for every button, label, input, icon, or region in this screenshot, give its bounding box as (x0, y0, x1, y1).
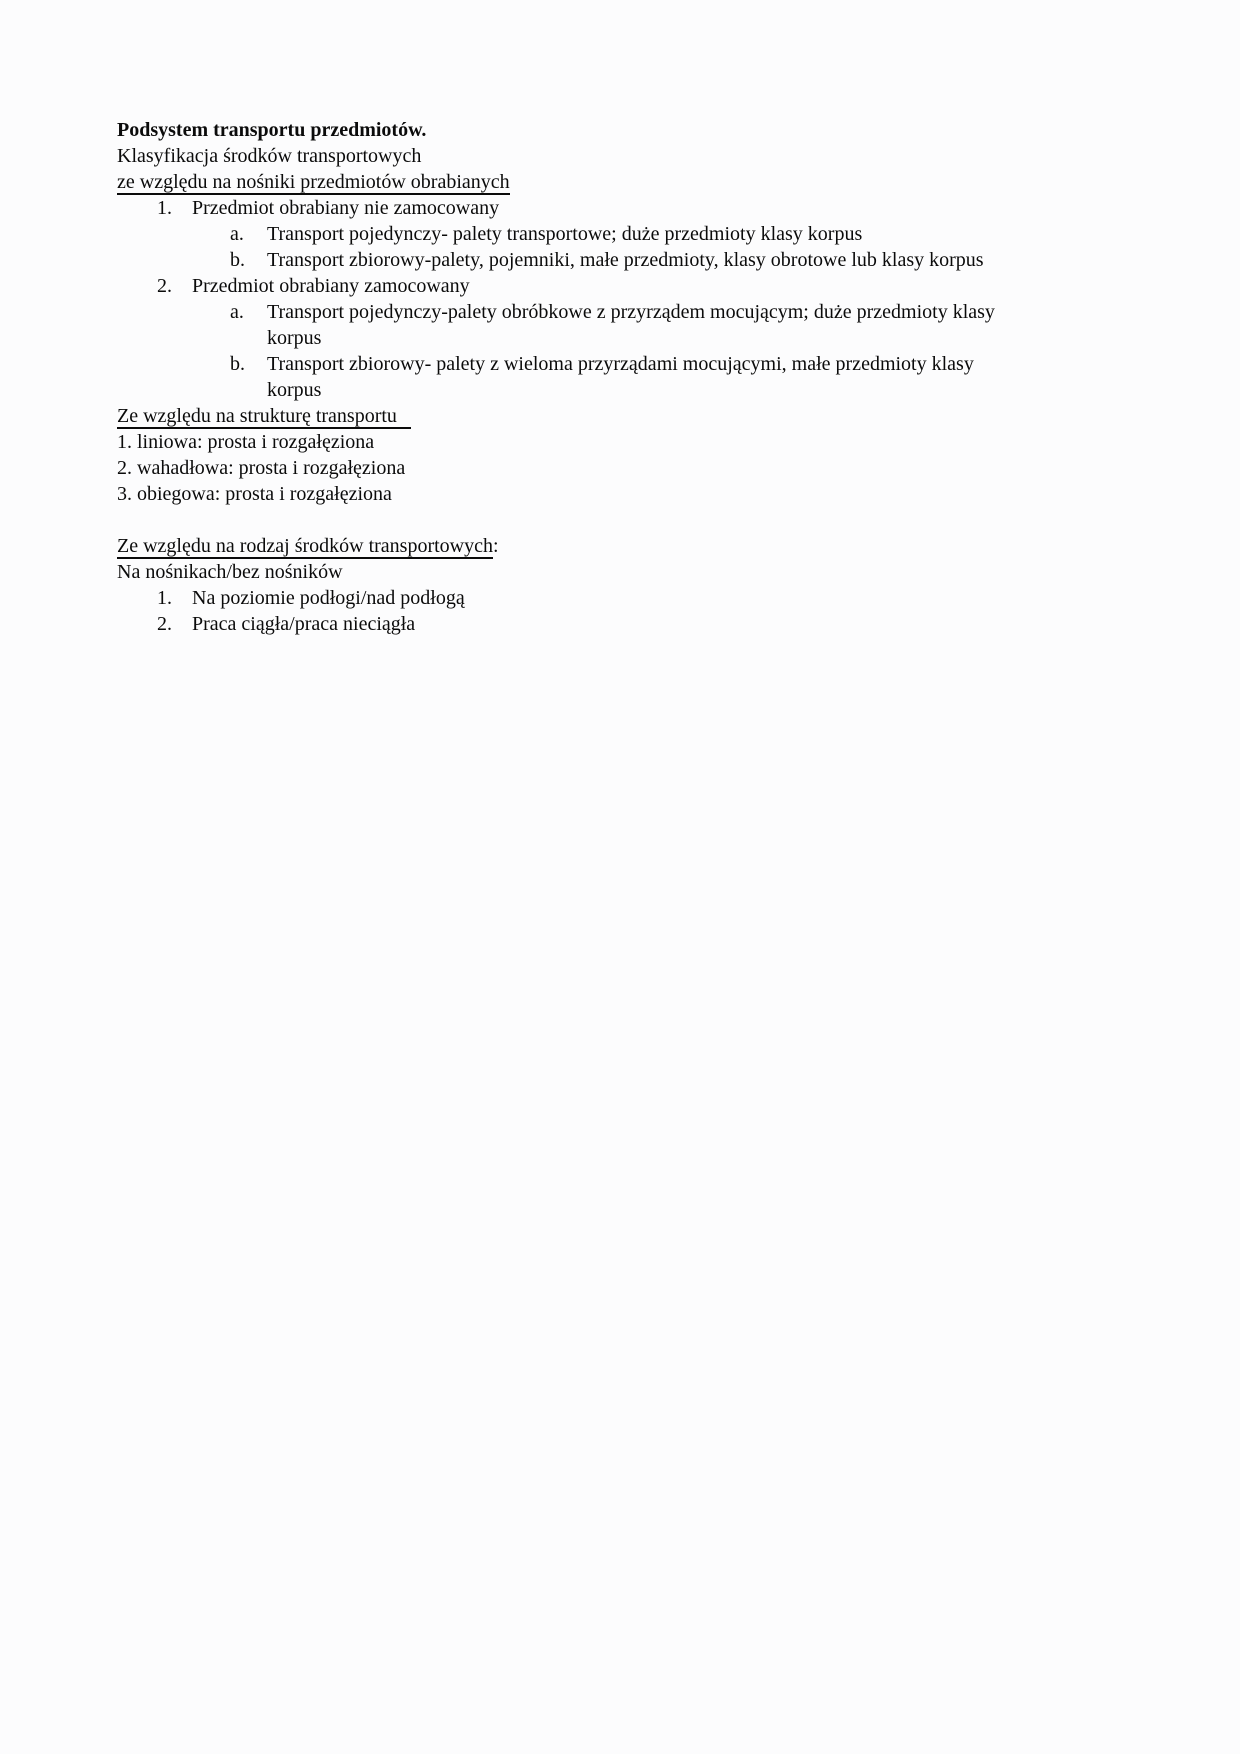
section-structure-heading (117, 403, 1123, 429)
document-subtitle: Klasyfikacja środków transportowych (117, 145, 422, 167)
list-item-text-line: Transport zbiorowy- palety z wieloma przyrządami mocującymi, małe przedmioty klasy (267, 353, 974, 375)
list-item-text: Praca ciągła/praca nieciągła (192, 613, 416, 635)
section-structure-heading-text: Ze względu na strukturę transportu (117, 405, 411, 429)
list-item (117, 195, 1123, 221)
list-item-marker: b. (230, 249, 245, 271)
document-title: Podsystem transportu przedmiotów. (117, 119, 427, 141)
list-item-marker: a. (230, 223, 244, 245)
list-subitem (117, 247, 1123, 273)
list-item-text: Przedmiot obrabiany zamocowany (192, 275, 470, 297)
section-means-heading (117, 533, 1123, 559)
list-item-text: Transport zbiorowy-palety, pojemniki, małe przedmioty, klasy obrotowe lub klasy korpus (267, 249, 984, 271)
list-item-marker: 1. (157, 197, 172, 219)
list-item-text: Przedmiot obrabiany nie zamocowany (192, 197, 500, 219)
list-item (117, 611, 1123, 637)
structure-line: 2. wahadłowa: prosta i rozgałęziona (117, 457, 406, 479)
list-item-text-line: korpus (267, 379, 322, 401)
structure-line: 1. liniowa: prosta i rozgałęziona (117, 431, 375, 453)
list-item-text (267, 351, 1123, 403)
blank-line (117, 507, 1123, 533)
list-item-marker: b. (230, 353, 245, 375)
list-item (117, 585, 1123, 611)
list-item-text (267, 299, 1123, 351)
list-item-marker: 1. (157, 587, 172, 609)
section-means-heading-colon: : (493, 535, 499, 557)
list-item-marker: 2. (157, 613, 172, 635)
section-carriers-heading-text: ze względu na nośniki przedmiotów obrabianych (117, 171, 510, 193)
structure-line: 3. obiegowa: prosta i rozgałęziona (117, 483, 392, 505)
list-item-marker: a. (230, 301, 244, 323)
list-item-text-line: korpus (267, 327, 322, 349)
section-means-heading-text: Ze względu na rodzaj środków transportowych (117, 535, 493, 557)
list-item-marker: 2. (157, 275, 172, 297)
list-item-text: Na poziomie podłogi/nad podłogą (192, 587, 465, 609)
list-subitem (117, 299, 1123, 351)
list-subitem (117, 351, 1123, 403)
list-item-text: Transport pojedynczy- palety transportowe; duże przedmioty klasy korpus (267, 223, 863, 245)
list-subitem (117, 221, 1123, 247)
list-item-text-line: Transport pojedynczy-palety obróbkowe z przyrządem mocującym; duże przedmioty klasy (267, 301, 995, 323)
section-means-intro: Na nośnikach/bez nośników (117, 561, 343, 583)
list-item (117, 273, 1123, 299)
section-carriers-heading (117, 169, 1123, 195)
